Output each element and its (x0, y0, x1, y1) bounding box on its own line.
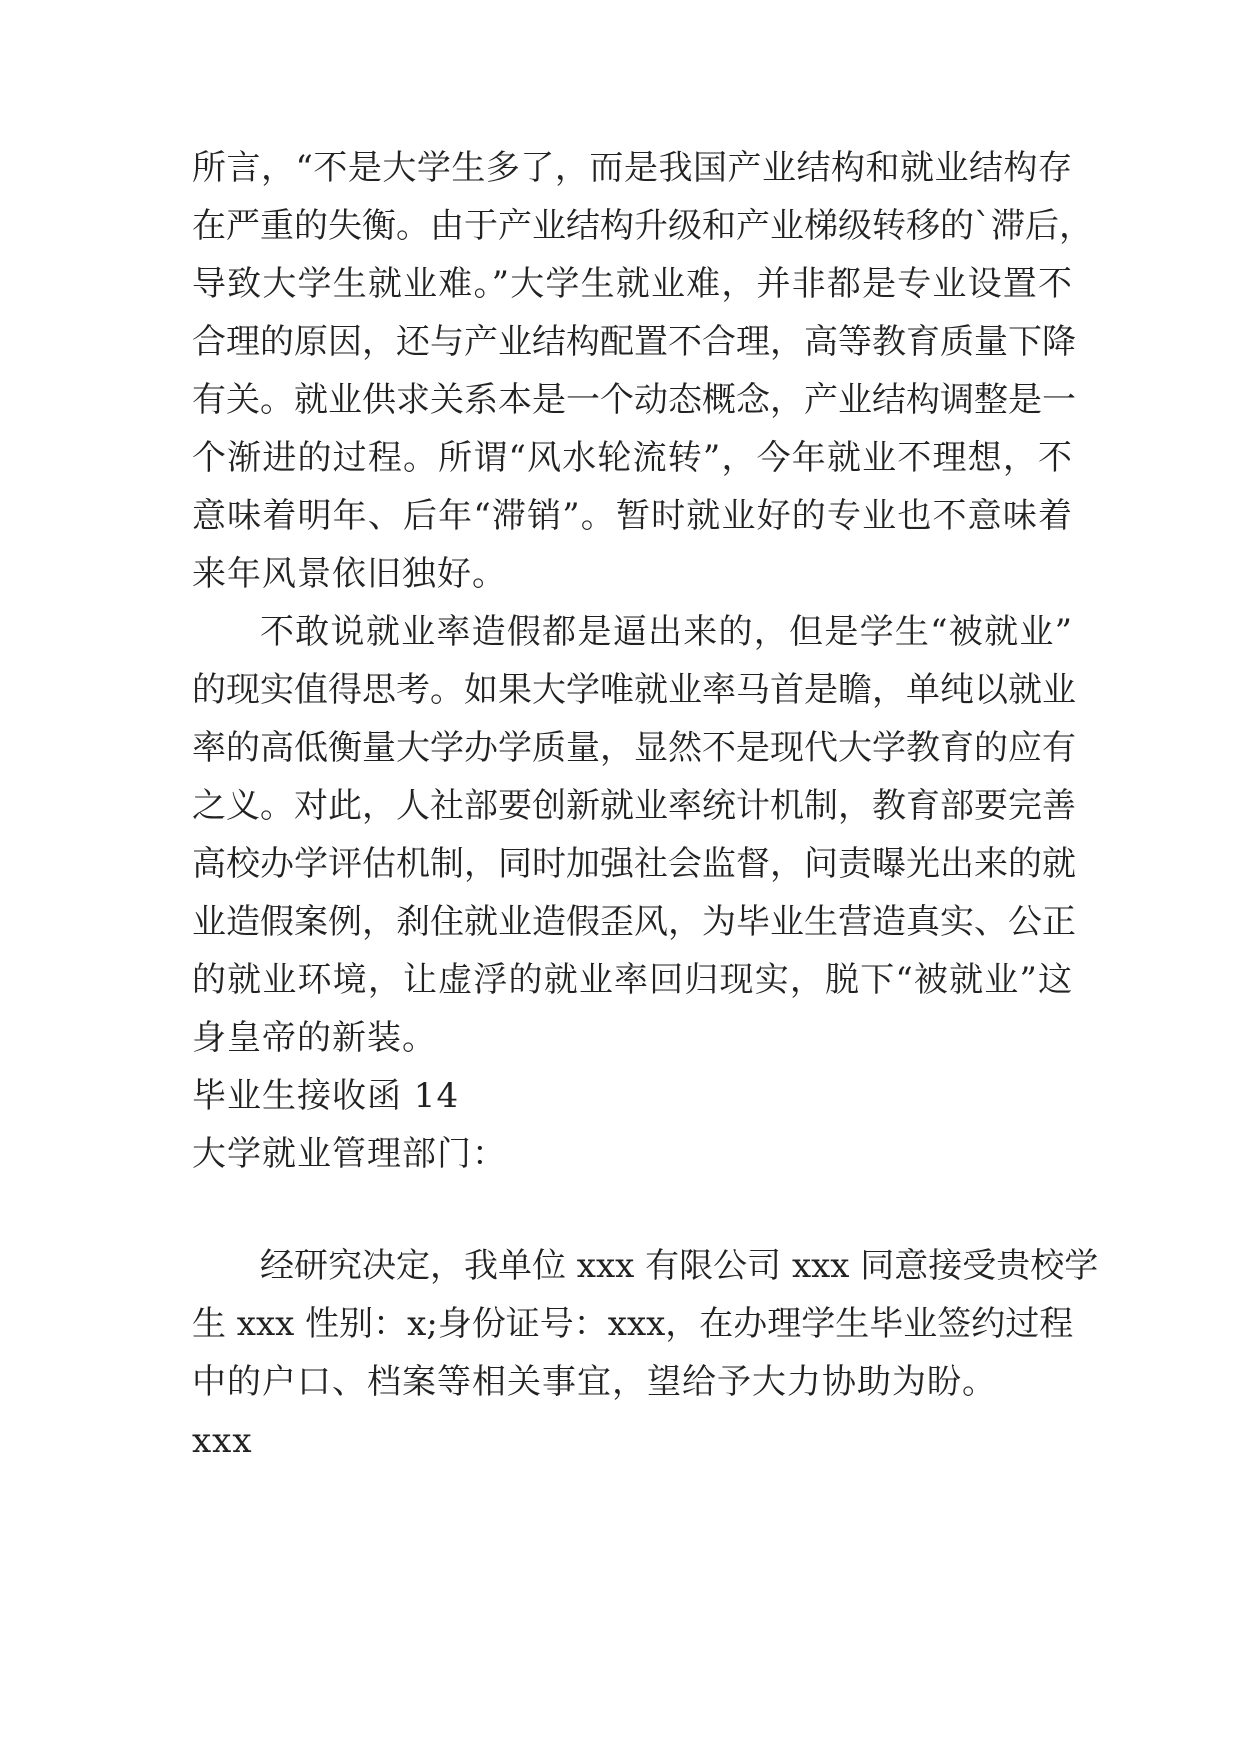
paragraph-2-line: 率的高低衡量大学办学质量，显然不是现代大学教育的应有 (192, 728, 1076, 768)
paragraph-1-line: 有关。就业供求关系本是一个动态概念，产业结构调整是一 (192, 380, 1076, 420)
paragraph-1-line: 来年风景依旧独好。 (192, 554, 507, 594)
paragraph-1-line: 导致大学生就业难。”大学生就业难，并非都是专业设置不 (192, 264, 1072, 304)
letter-title: 毕业生接收函 14 (192, 1076, 460, 1116)
letter-addressee: 大学就业管理部门： (192, 1134, 507, 1174)
letter-body-line: 生 xxx 性别：x;身份证号：xxx，在办理学生毕业签约过程 (192, 1304, 1074, 1344)
letter-body-line: 经研究决定，我单位 xxx 有限公司 xxx 同意接受贵校学 (260, 1246, 1099, 1286)
paragraph-2-line: 高校办学评估机制，同时加强社会监督，问责曝光出来的就 (192, 844, 1076, 884)
paragraph-2-line: 的现实值得思考。如果大学唯就业率马首是瞻，单纯以就业 (192, 670, 1076, 710)
paragraph-2-line: 之义。对此，人社部要创新就业率统计机制，教育部要完善 (192, 786, 1076, 826)
letter-signature: xxx (192, 1421, 253, 1461)
paragraph-2-line: 的就业环境，让虚浮的就业率回归现实，脱下“被就业”这 (192, 960, 1072, 1000)
paragraph-1-line: 个渐进的过程。所谓“风水轮流转”，今年就业不理想，不 (192, 438, 1072, 478)
paragraph-1-line: 合理的原因，还与产业结构配置不合理，高等教育质量下降 (192, 322, 1076, 362)
paragraph-1-line: 在严重的失衡。由于产业结构升级和产业梯级转移的`滞后， (192, 206, 1093, 246)
paragraph-2-line: 身皇帝的新装。 (192, 1018, 437, 1058)
letter-body-line: 中的户口、档案等相关事宜，望给予大力协助为盼。 (192, 1362, 997, 1402)
paragraph-1-line: 意味着明年、后年“滞销”。暂时就业好的专业也不意味着 (192, 496, 1072, 536)
paragraph-2-line: 业造假案例，刹住就业造假歪风，为毕业生营造真实、公正 (192, 902, 1076, 942)
paragraph-2-line: 不敢说就业率造假都是逼出来的，但是学生“被就业” (260, 612, 1072, 652)
paragraph-1-line: 所言，“不是大学生多了，而是我国产业结构和就业结构存 (192, 148, 1072, 188)
